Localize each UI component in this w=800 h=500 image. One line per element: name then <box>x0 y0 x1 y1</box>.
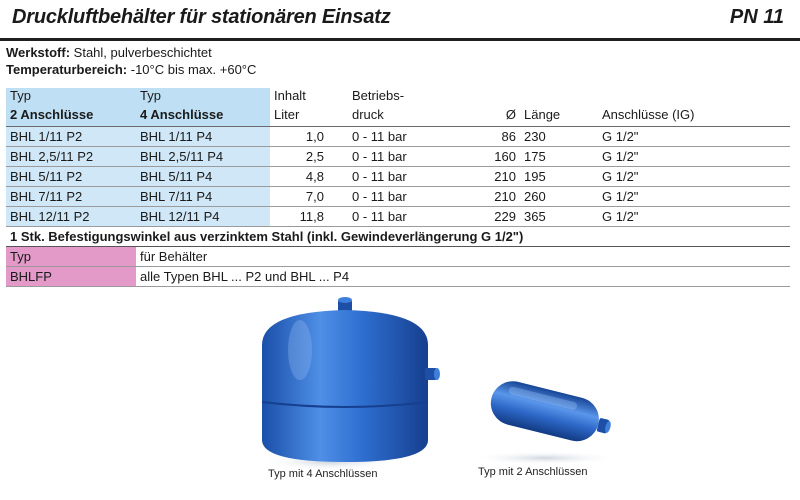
cell-type-p2: BHL 7/11 P2 <box>6 187 136 207</box>
product-images <box>0 290 800 495</box>
table-header-row-1 <box>6 88 790 107</box>
header-diameter-spacer <box>452 88 520 107</box>
caption-4-connections: Typ mit 4 Anschlüssen <box>268 468 378 480</box>
cell-volume: 11,8 <box>270 207 348 227</box>
cell-volume: 2,5 <box>270 147 348 167</box>
cell-connection: G 1/2" <box>598 187 790 207</box>
header-pressure-sub: druck <box>348 107 452 127</box>
cell-length: 175 <box>520 147 598 167</box>
cell-volume: 7,0 <box>270 187 348 207</box>
table-row <box>6 207 790 227</box>
cell-pressure: 0 - 11 bar <box>348 207 452 227</box>
cell-pressure: 0 - 11 bar <box>348 167 452 187</box>
cell-type-p4: BHL 2,5/11 P4 <box>136 147 270 167</box>
cell-type-p4: BHL 12/11 P4 <box>136 207 270 227</box>
caption-2-connections: Typ mit 2 Anschlüssen <box>478 466 588 478</box>
table-row <box>6 167 790 187</box>
cell-pressure: 0 - 11 bar <box>348 147 452 167</box>
cell-type-p4: BHL 7/11 P4 <box>136 187 270 207</box>
accessory-type: BHLFP <box>6 267 136 287</box>
cell-length: 195 <box>520 167 598 187</box>
cell-type-p2: BHL 12/11 P2 <box>6 207 136 227</box>
cell-diameter: 210 <box>452 167 520 187</box>
header-type-p4: Typ <box>136 88 270 107</box>
cell-diameter: 160 <box>452 147 520 167</box>
temperature-line <box>6 61 256 78</box>
material-label: Werkstoff: <box>6 45 71 60</box>
cell-volume: 4,8 <box>270 167 348 187</box>
accessory-desc: alle Typen BHL ... P2 und BHL ... P4 <box>136 267 790 287</box>
header-connections-spacer <box>598 88 790 107</box>
table-header-row-2 <box>6 107 790 127</box>
specs-block <box>6 44 256 78</box>
header-diameter: Ø <box>452 107 520 127</box>
cell-pressure: 0 - 11 bar <box>348 127 452 147</box>
cell-connection: G 1/2" <box>598 147 790 167</box>
accessory-header-row <box>6 247 790 267</box>
header-type-p4-sub: 4 Anschlüsse <box>136 107 270 127</box>
horizontal-tank-2-connections <box>470 377 620 465</box>
cell-type-p2: BHL 1/11 P2 <box>6 127 136 147</box>
temperature-value: -10°C bis max. +60°C <box>127 62 257 77</box>
table-row <box>6 147 790 167</box>
header-volume: Inhalt <box>274 88 306 103</box>
accessory-type-header: Typ <box>6 247 136 267</box>
header-length-spacer <box>520 88 598 107</box>
page-title: Druckluftbehälter für stationären Einsatz <box>12 6 391 28</box>
cell-type-p2: BHL 5/11 P2 <box>6 167 136 187</box>
cell-diameter: 210 <box>452 187 520 207</box>
page-header <box>0 0 800 41</box>
cell-type-p4: BHL 5/11 P4 <box>136 167 270 187</box>
cell-connection: G 1/2" <box>598 207 790 227</box>
cell-connection: G 1/2" <box>598 167 790 187</box>
cell-type-p4: BHL 1/11 P4 <box>136 127 270 147</box>
cell-diameter: 229 <box>452 207 520 227</box>
tank-illustrations <box>0 290 800 495</box>
header-pressure: Betriebs- <box>352 88 405 103</box>
accessory-desc-header: für Behälter <box>136 247 790 267</box>
cell-length: 260 <box>520 187 598 207</box>
accessory-row <box>6 267 790 287</box>
cell-length: 230 <box>520 127 598 147</box>
pressure-rating: PN 11 <box>729 6 784 28</box>
cell-length: 365 <box>520 207 598 227</box>
cell-connection: G 1/2" <box>598 127 790 147</box>
accessory-note: 1 Stk. Befestigungswinkel aus verzinktem Stahl (inkl. Gewindeverlängerung G 1/2") <box>6 227 790 247</box>
vertical-tank-4-connections <box>258 297 440 471</box>
temperature-label: Temperaturbereich: <box>6 62 128 77</box>
cell-diameter: 86 <box>452 127 520 147</box>
header-type-p2-sub: 2 Anschlüsse <box>6 107 136 127</box>
product-table <box>6 88 790 287</box>
table-row <box>6 127 790 147</box>
material-value: Stahl, pulverbeschichtet <box>70 45 212 60</box>
cell-pressure: 0 - 11 bar <box>348 187 452 207</box>
material-line <box>6 44 256 61</box>
table-row <box>6 187 790 207</box>
accessory-note-row <box>6 227 790 247</box>
cell-type-p2: BHL 2,5/11 P2 <box>6 147 136 167</box>
header-type-p2: Typ <box>6 88 136 107</box>
header-connections: Anschlüsse (IG) <box>598 107 790 127</box>
header-length: Länge <box>520 107 598 127</box>
header-volume-unit: Liter <box>270 107 348 127</box>
cell-volume: 1,0 <box>270 127 348 147</box>
